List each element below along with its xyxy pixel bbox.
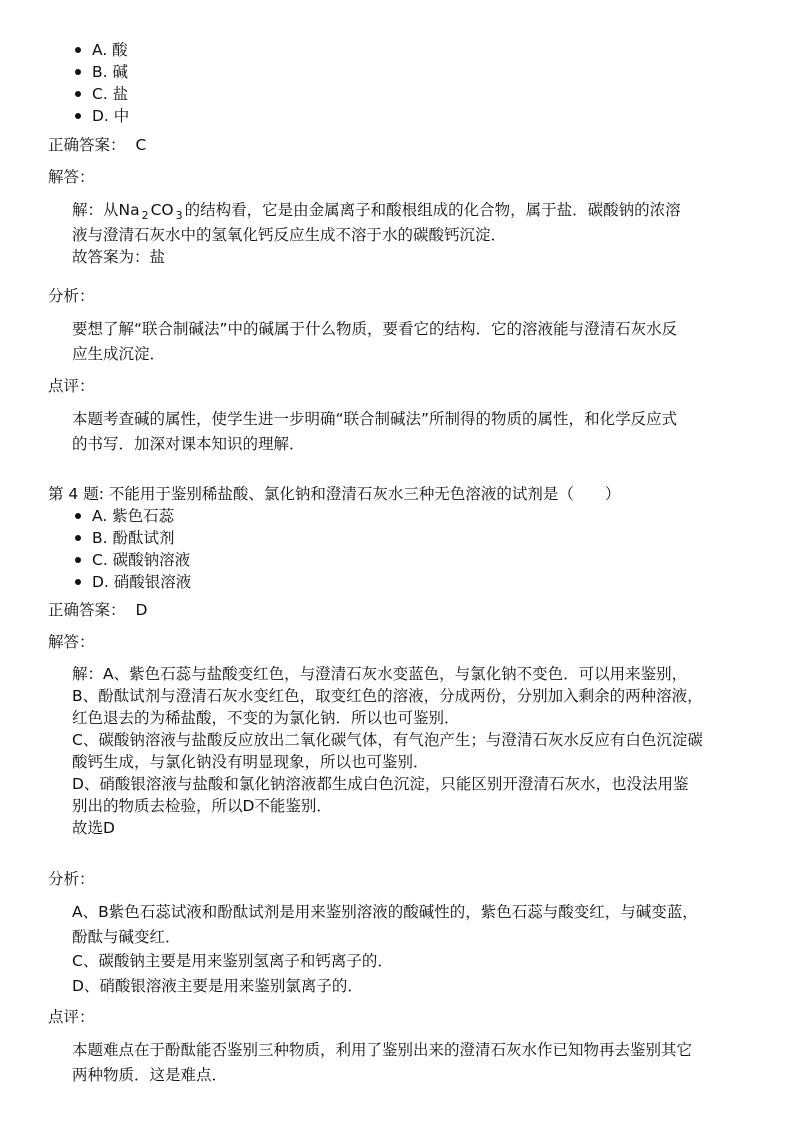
solution-line: 液与澄清石灰水中的氢氧化钙反应生成不溶于水的碳酸钙沉淀． <box>72 225 507 244</box>
q3-answer <box>48 134 146 156</box>
q4-option-b: B. 酚酞试剂 <box>0 527 700 549</box>
comment-line: 本题难点在于酚酞能否鉴别三种物质，利用了鉴别出来的澄清石灰水作已知物再去鉴别其它 <box>72 1041 693 1059</box>
analysis-line: A、B紫色石蕊试液和酚酞试剂是用来鉴别溶液的酸碱性的，紫色石蕊与酸变红，与碱变蓝， <box>72 903 698 921</box>
bullet-icon <box>75 557 81 563</box>
bullet-icon <box>75 535 81 541</box>
solution-line: 解：A、紫色石蕊与盐酸变红色，与澄清石灰水变蓝色，与氯化钠不变色．可以用来鉴别， <box>72 665 688 683</box>
analysis-line: D、硝酸银溶液主要是用来鉴别氯离子的． <box>72 976 363 995</box>
q3-option-d: D. 中 <box>0 105 700 127</box>
answer-label: 正确答案： <box>48 136 126 154</box>
solution-line: D、硝酸银溶液与盐酸和氯化钠溶液都生成白色沉淀，只能区别开澄清石灰水，也没法用鉴 <box>72 775 689 793</box>
q4-option-a: A. 紫色石蕊 <box>0 505 700 527</box>
answer-value: C <box>135 136 147 154</box>
answer-label: 正确答案： <box>48 601 126 619</box>
q4-title: 第 4 题: 不能用于鉴别稀盐酸、氯化钠和澄清石灰水三种无色溶液的试剂是（ ） <box>48 485 621 503</box>
q3-analysis-text <box>72 317 732 366</box>
q4-options-list <box>0 505 700 593</box>
q3-option-b: B. 碱 <box>0 61 700 83</box>
q3-analysis-label: 分析： <box>48 287 95 305</box>
q3-solution-text <box>72 198 732 269</box>
q3-option-c: C. 盐 <box>0 83 700 105</box>
q4-comment-label: 点评： <box>48 1008 95 1026</box>
q4-comment-text <box>72 1038 732 1087</box>
comment-line: 的书写．加深对课本知识的理解． <box>72 434 305 453</box>
bullet-icon <box>75 579 81 585</box>
solution-line: 红色退去的为稀盐酸，不变的为氯化钠．所以也可鉴别． <box>72 709 460 727</box>
q3-solution-label: 解答： <box>48 168 95 186</box>
q4-analysis-text <box>72 900 732 998</box>
q4-option-d: D. 硝酸银溶液 <box>0 571 700 593</box>
q4-solution-label: 解答： <box>48 633 95 651</box>
q3-option-a: A. 酸 <box>0 39 700 61</box>
analysis-line: 酚酞与碱变红． <box>72 927 181 946</box>
bullet-icon <box>75 113 81 119</box>
analysis-line: C、碳酸钠主要是用来鉴别氢离子和钙离子的． <box>72 952 393 970</box>
q4-analysis-label: 分析： <box>48 870 95 888</box>
analysis-line: 应生成沉淀． <box>72 344 166 363</box>
bullet-icon <box>75 69 81 75</box>
q3-options-list <box>0 39 700 127</box>
solution-line: C、碳酸钠溶液与盐酸反应放出二氧化碳气体，有气泡产生；与澄清石灰水反应有白色沉淀碳 <box>72 731 703 749</box>
solution-line: 解：从Na $_2$ CO $_3$ 的结构看，它是由金属离子和酸根组成的化合物，属于盐．碳酸钠的浓溶 <box>72 201 681 222</box>
comment-line: 两种物质．这是难点． <box>72 1065 228 1084</box>
q3-comment-label: 点评： <box>48 377 95 395</box>
answer-value: D <box>135 601 148 619</box>
q3-comment-text <box>72 407 732 456</box>
comment-line: 本题考查碱的属性，使学生进一步明确“联合制碱法”所制得的物质的属性，和化学反应式 <box>72 410 678 428</box>
q4-answer <box>48 599 147 621</box>
solution-line: 别出的物质去检验，所以D不能鉴别． <box>72 797 332 815</box>
solution-line: 故选D <box>72 819 115 837</box>
bullet-icon <box>75 513 81 519</box>
bullet-icon <box>75 91 81 97</box>
bullet-icon <box>75 47 81 53</box>
analysis-line: 要想了解“联合制碱法”中的碱属于什么物质，要看它的结构．它的溶液能与澄清石灰水反 <box>72 320 678 338</box>
q4-option-c: C. 碳酸钠溶液 <box>0 549 700 571</box>
q4-solution-text <box>72 663 732 839</box>
solution-line: 酸钙生成，与氯化钠没有明显现象，所以也可鉴别． <box>72 753 429 771</box>
solution-line: B、酚酞试剂与澄清石灰水变红色，取变红色的溶液，分成两份，分别加入剩余的两种溶液， <box>72 687 703 705</box>
solution-line: 故答案为：盐 <box>72 248 166 266</box>
